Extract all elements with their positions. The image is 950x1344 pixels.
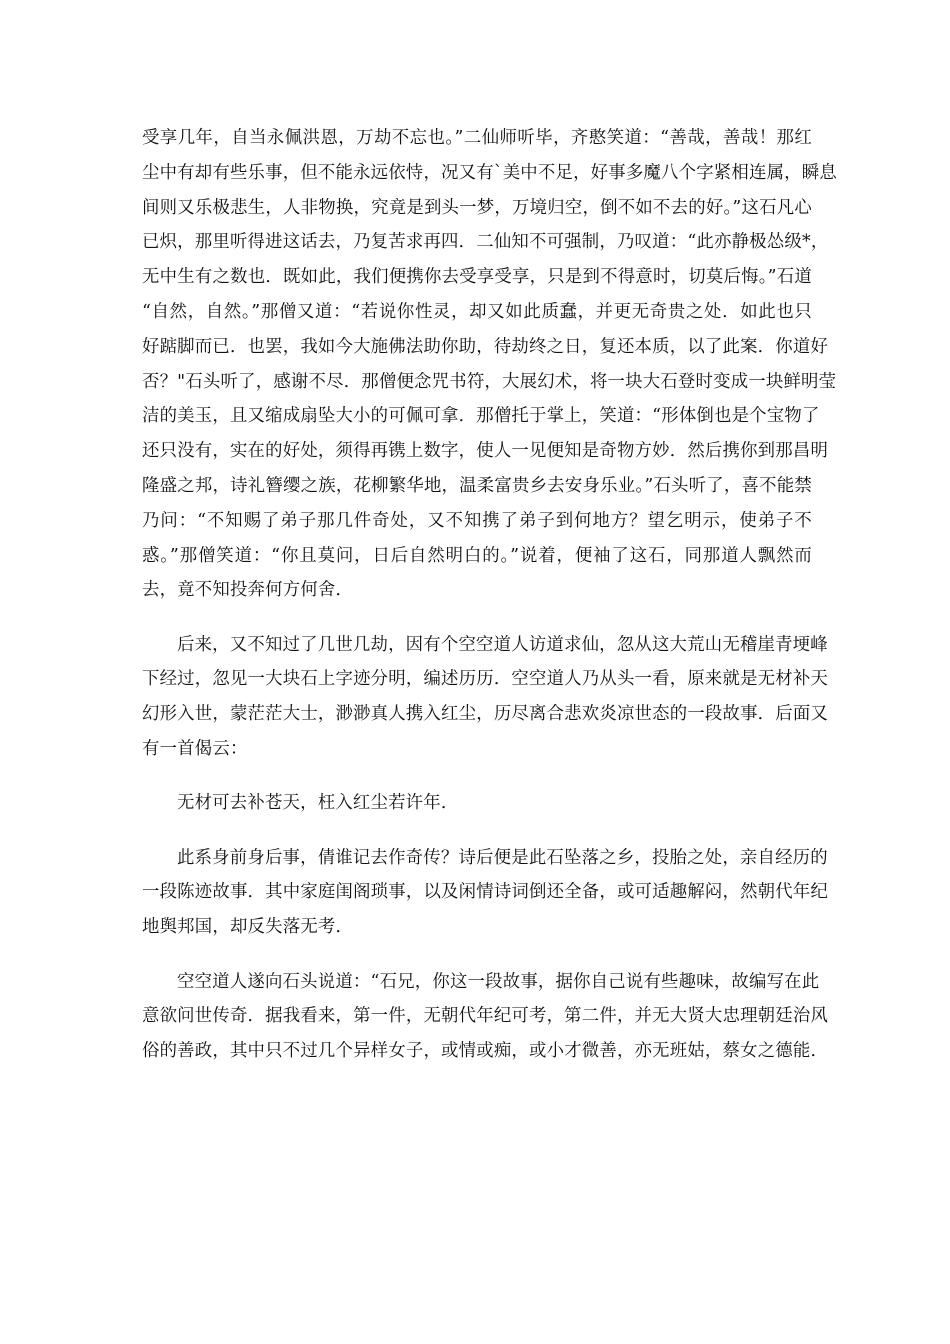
text-line: 空空道人遂向石头说道：“石兄，你这一段故事，据你自己说有些趣味，故编写在此: [177, 971, 820, 992]
paragraph-1: [142, 121, 837, 608]
text-line: 间则又乐极悲生，人非物换，究竟是到头一梦，万境归空，倒不如不去的好。”这石凡心: [142, 197, 812, 218]
paragraph-spacer: [142, 608, 812, 628]
text-line: 下经过，忽见一大块石上字迹分明，编述历历．空空道人乃从头一看，原来就是无材补天: [142, 669, 829, 690]
paragraph-spacer: [142, 767, 812, 787]
text-line: 惑。”那僧笑道：“你且莫问，日后自然明白的。”说着，便袖了这石，同那道人飘然而: [142, 545, 812, 566]
paragraph-3: [142, 786, 812, 821]
text-line: 受享几年，自当永佩洪恩，万劫不忘也。”二仙师听毕，齐憨笑道：“善哉，善哉！那红: [142, 128, 812, 148]
paragraph-2: [142, 628, 829, 767]
text-line: 无材可去补苍天，枉入红尘若许年．: [177, 793, 459, 814]
text-line: 尘中有却有些乐事，但不能永远依恃，况又有`美中不足，好事多魔八个字紧相连属，瞬息: [142, 162, 837, 183]
paragraph-4: [142, 841, 829, 945]
text-line: 好踮脚而已．也罢，我如今大施佛法助你助，待劫终之日，复还本质，以了此案．你道好: [142, 336, 829, 357]
paragraph-spacer: [142, 821, 812, 841]
text-line: 还只没有，实在的好处，须得再镌上数字，使人一见便知是奇物方妙．然后携你到那昌明: [142, 441, 829, 462]
text-line: 洁的美玉，且又缩成扇坠大小的可佩可拿．那僧托于掌上，笑道：“形体倒也是个宝物了: [142, 406, 820, 427]
text-line: 幻形入世，蒙茫茫大士，渺渺真人携入红尘，历尽离合悲欢炎凉世态的一段故事．后面又: [142, 704, 829, 725]
body-text: [142, 121, 837, 1069]
paragraph-spacer: [142, 945, 812, 965]
text-line: 后来，又不知过了几世几劫，因有个空空道人访道求仙，忽从这大荒山无稽崖青埂峰: [177, 634, 828, 655]
text-line: 隆盛之邦，诗礼簪缨之族，花柳繁华地，温柔富贵乡去安身乐业。”石头听了，喜不能禁: [142, 475, 812, 496]
text-line: 一段陈迹故事．其中家庭闺阁琐事，以及闲情诗词倒还全备，或可适趣解闷，然朝代年纪: [142, 882, 829, 903]
text-line: 否？"石头听了，感谢不尽．那僧便念咒书符，大展幻术，将一块大石登时变成一块鲜明莹: [142, 371, 837, 392]
text-line: 有一首偈云：: [142, 739, 248, 760]
text-line: 此系身前身后事，倩谁记去作奇传？诗后便是此石坠落之乡，投胎之处，亲自经历的: [177, 847, 828, 868]
text-line: 地舆邦国，却反失落无考．: [142, 917, 354, 938]
text-line: 乃问：“不知赐了弟子那几件奇处，又不知携了弟子到何地方？望乞明示，使弟子不: [142, 510, 812, 531]
text-line: “自然，自然。”那僧又道：“若说你性灵，却又如此质蠢，并更无奇贵之处．如此也只: [142, 301, 812, 322]
text-line: 无中生有之数也．既如此，我们便携你去受享受享，只是到不得意时，切莫后悔。”石道: [142, 267, 812, 288]
text-line: 已炽，那里听得进这话去，乃复苦求再四．二仙知不可强制，乃叹道：“此亦静极怂级*，: [142, 232, 829, 253]
paragraph-5: [142, 965, 829, 1069]
text-line: 意欲问世传奇．据我看来，第一件，无朝代年纪可考，第二件，并无大贤大忠理朝廷治风: [142, 1006, 829, 1027]
text-line: 去，竟不知投奔何方何舍．: [142, 580, 354, 601]
text-line: 俗的善政，其中只不过几个异样女子，或情或痴，或小才微善，亦无班姑，蔡女之德能．: [142, 1041, 829, 1062]
